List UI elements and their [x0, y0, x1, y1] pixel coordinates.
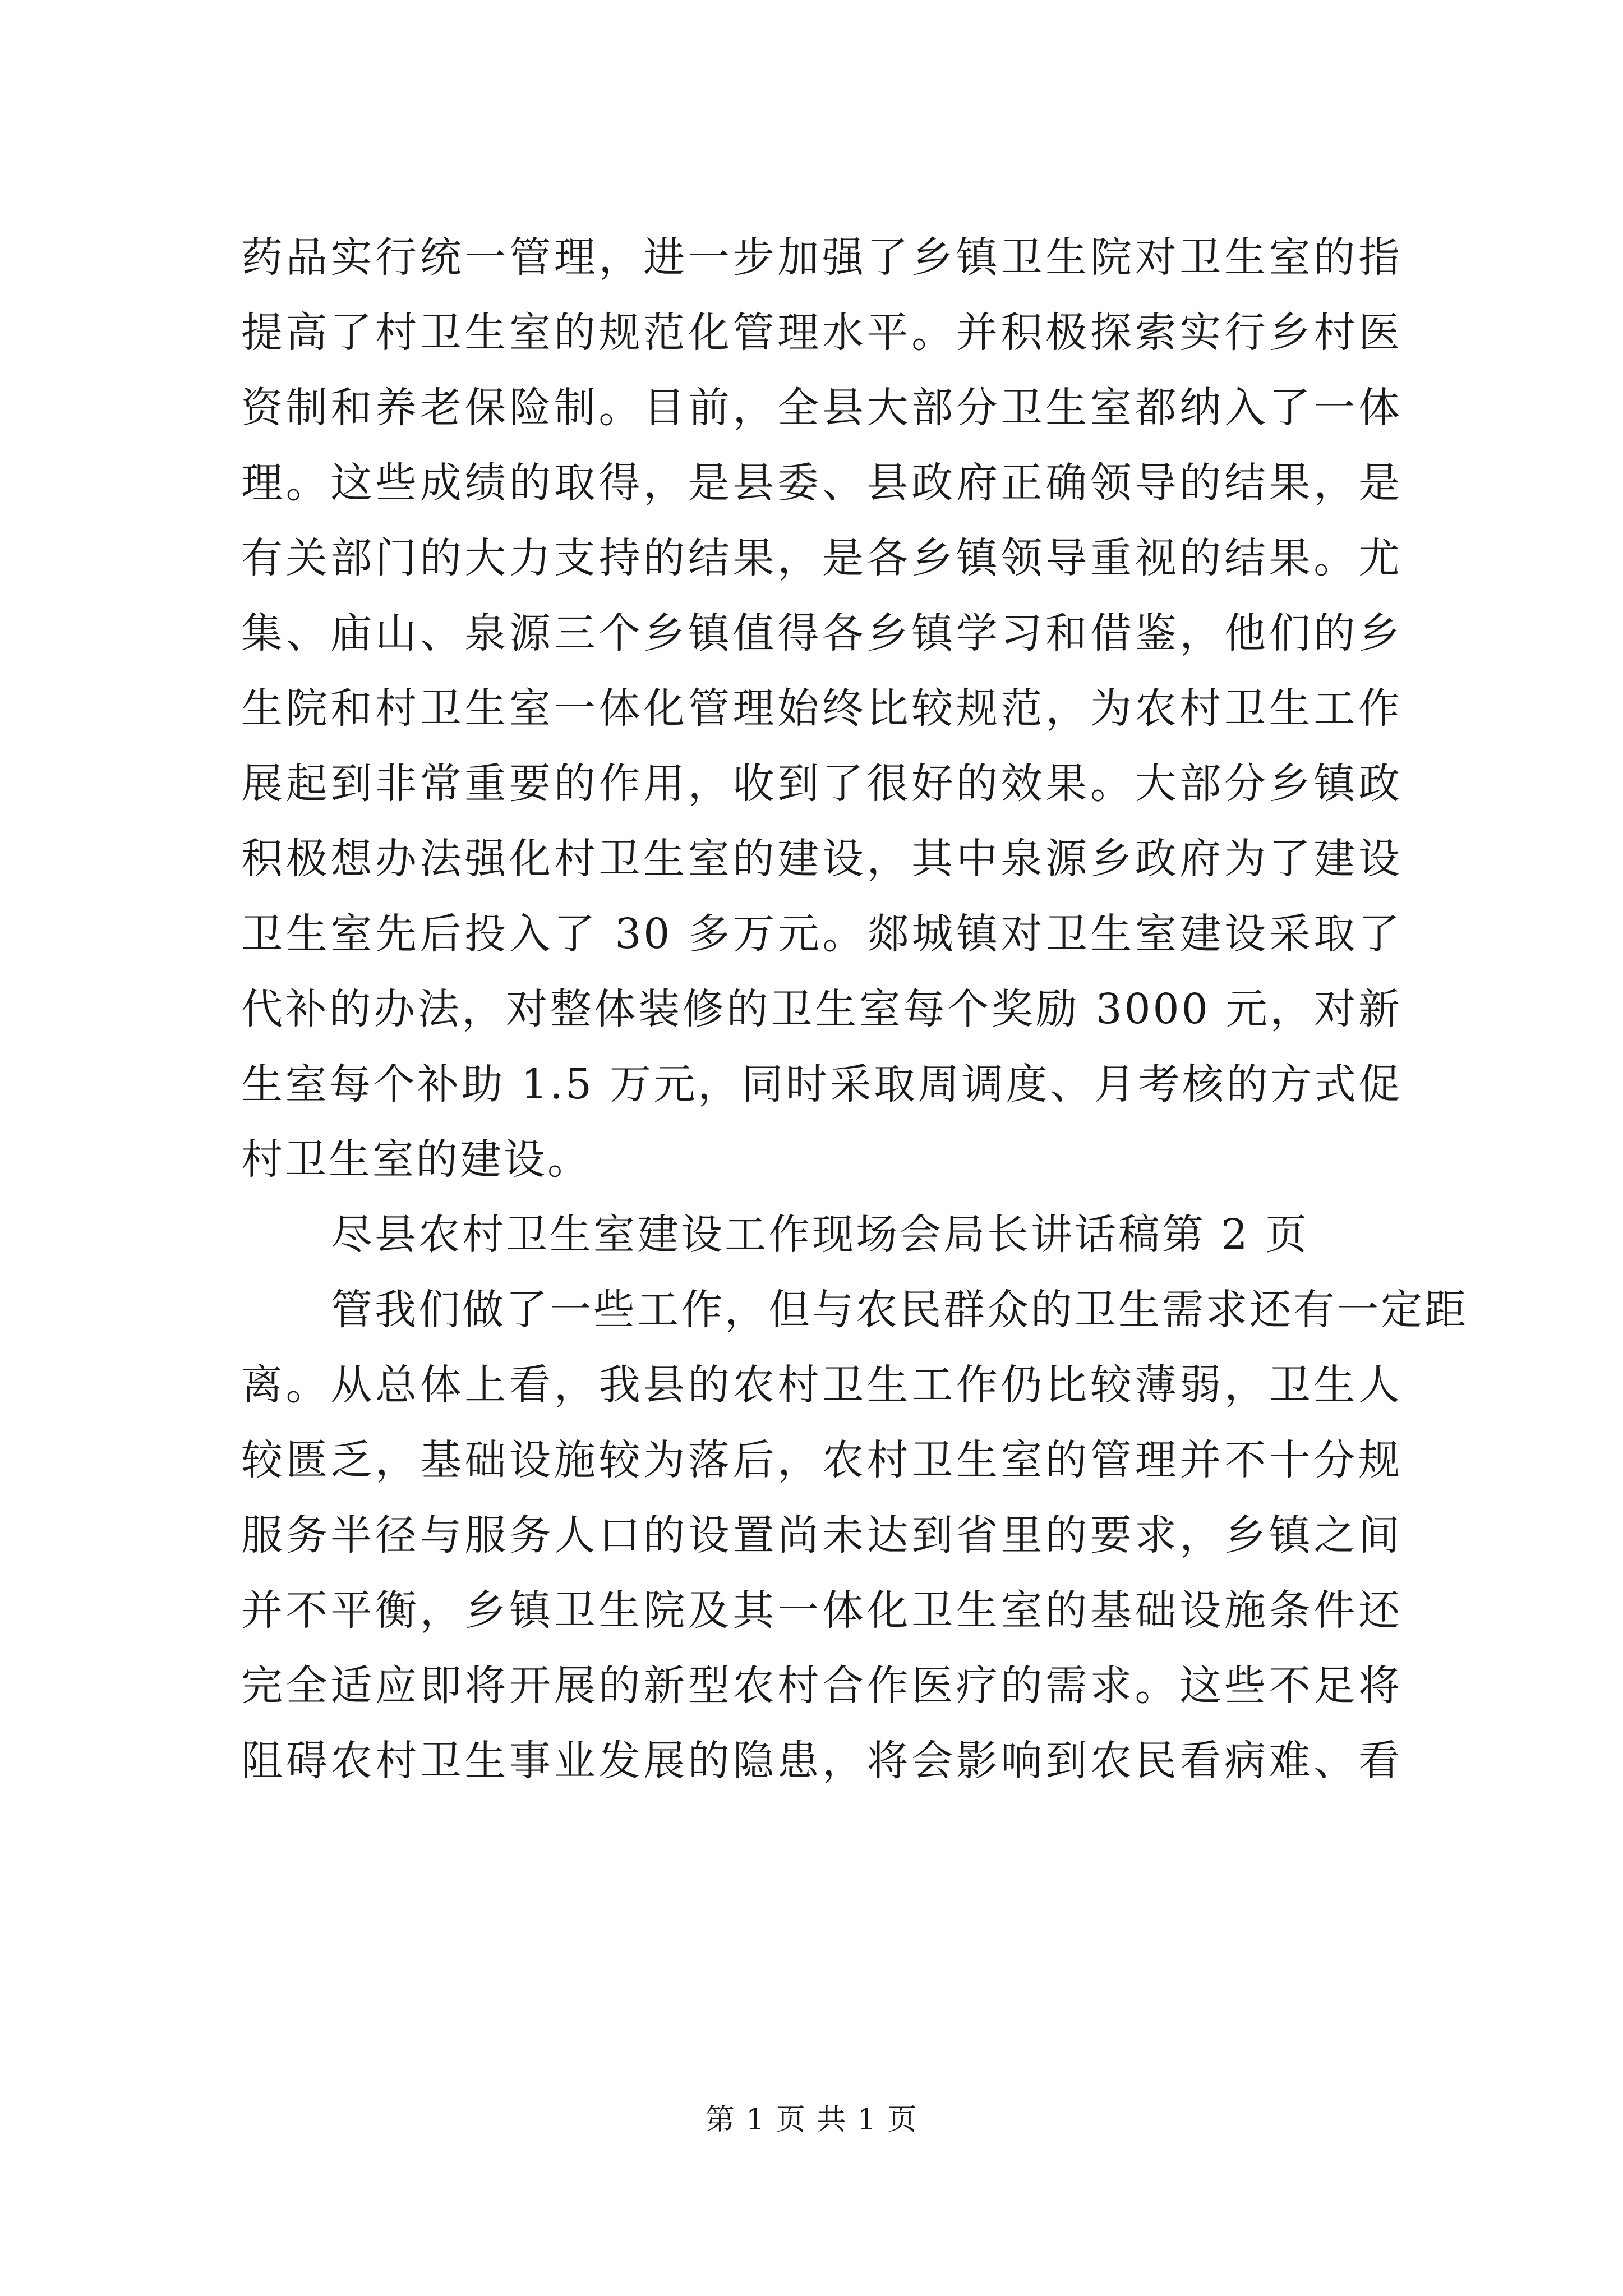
text-line: 阻碍农村卫生事业发展的隐患，将会影响到农民看病难、看 — [241, 1737, 1402, 1785]
text-line: 展起到非常重要的作用，收到了很好的效果。大部分乡镇政 — [241, 760, 1402, 808]
text-line: 生院和村卫生室一体化管理始终比较规范，为农村卫生工作 — [241, 684, 1402, 733]
section-heading: 尽县农村卫生室建设工作现场会局长讲话稿第 2 页 — [331, 1211, 1310, 1259]
text-line: 集、庙山、泉源三个乡镇值得各乡镇学习和借鉴，他们的乡 — [241, 609, 1402, 657]
text-line: 药品实行统一管理，进一步加强了乡镇卫生院对卫生室的指 — [241, 233, 1402, 282]
text-line: 管我们做了一些工作，但与农民群众的卫生需求还有一定距 — [331, 1286, 1468, 1334]
text-line: 理。这些成绩的取得，是县委、县政府正确领导的结果，是 — [241, 459, 1402, 507]
text-line: 离。从总体上看，我县的农村卫生工作仍比较薄弱，卫生人 — [241, 1361, 1402, 1409]
page-number: 第 1 页 共 1 页 — [705, 2103, 918, 2137]
text-line: 生室每个补助 1.5 万元，同时采取周调度、月考核的方式促 — [241, 1060, 1402, 1108]
text-line: 服务半径与服务人口的设置尚未达到省里的要求，乡镇之间 — [241, 1511, 1402, 1559]
text-line: 代补的办法，对整体装修的卫生室每个奖励 3000 元，对新 — [241, 985, 1402, 1033]
text-line: 较匮乏，基础设施较为落后，农村卫生室的管理并不十分规 — [241, 1436, 1402, 1484]
document-body — [241, 220, 1468, 1798]
text-line: 积极想办法强化村卫生室的建设，其中泉源乡政府为了建设 — [241, 835, 1402, 883]
text-line: 村卫生室的建设。 — [241, 1135, 591, 1184]
page-footer — [0, 2100, 1623, 2139]
text-line: 卫生室先后投入了 30 多万元。郯城镇对卫生室建设采取了 — [241, 910, 1402, 958]
text-line: 完全适应即将开展的新型农村合作医疗的需求。这些不足将 — [241, 1662, 1402, 1710]
text-line: 资制和养老保险制。目前，全县大部分卫生室都纳入了一体 — [241, 384, 1402, 432]
text-line: 提高了村卫生室的规范化管理水平。并积极探索实行乡村医 — [241, 309, 1402, 357]
text-line: 并不平衡，乡镇卫生院及其一体化卫生室的基础设施条件还 — [241, 1586, 1402, 1635]
text-line: 有关部门的大力支持的结果，是各乡镇领导重视的结果。尤 — [241, 534, 1402, 582]
